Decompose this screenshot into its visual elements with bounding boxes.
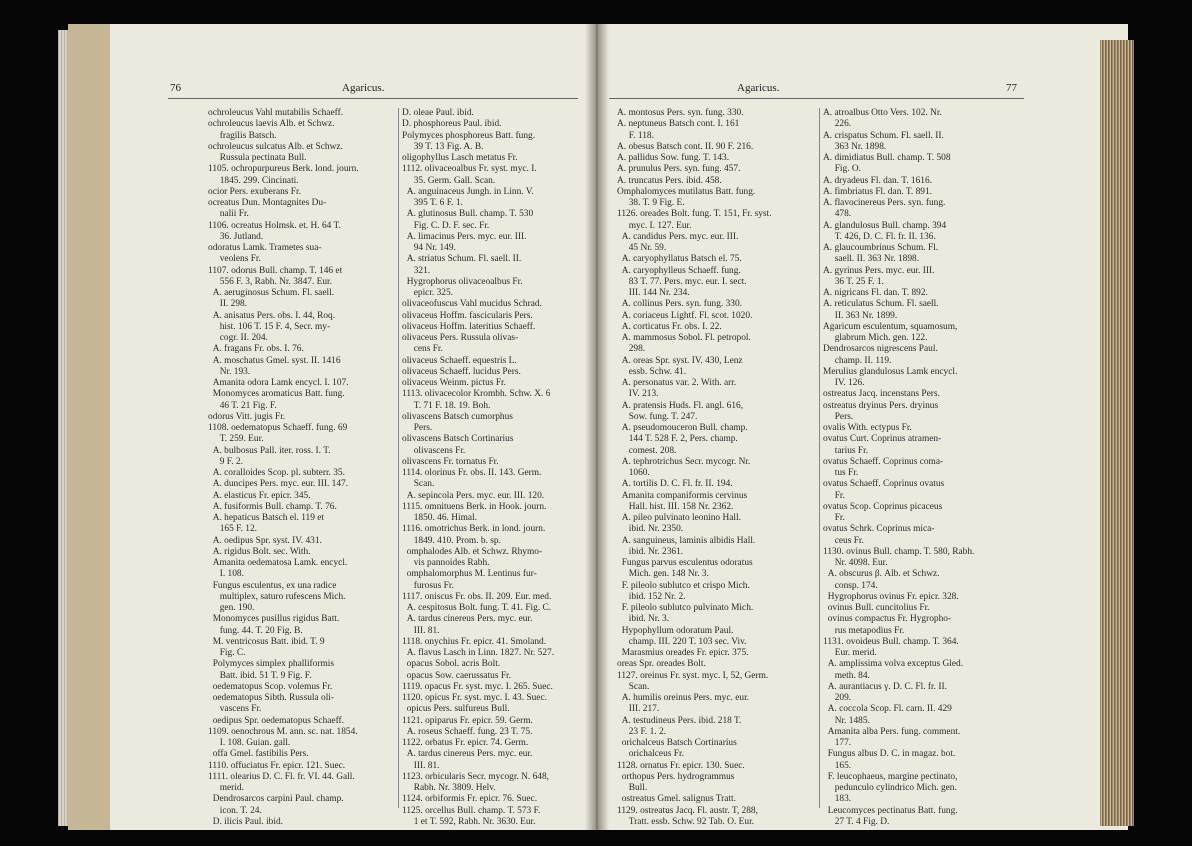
text-line: A. humilis oreinus Pers. myc. eur. — [617, 693, 750, 703]
text-line: 1119. opacus Fr. syst. myc. I. 265. Suec. — [402, 681, 553, 692]
text-line: 36. Jutland. — [208, 231, 264, 242]
left-column-1 — [208, 108, 393, 828]
text-line: A. testudineus Pers. ibid. 218 T. — [617, 715, 742, 726]
left-page-number: 76 — [170, 82, 181, 94]
text-line: 1108. oedematopus Schaeff. fung. 69 — [208, 423, 348, 433]
text-line: hist. 106 T. 15 F. 4, Secr. my- — [208, 321, 331, 332]
text-line: ovatus Schaeff. Coprinus ovatus — [823, 479, 945, 490]
text-line: orichalceus Batsch Cortinarius — [617, 738, 737, 748]
text-line: A. glandulosus Bull. champ. 394 — [823, 220, 947, 231]
text-line: 1110. offuciatus Fr. epicr. 121. Suec. — [208, 760, 346, 771]
text-line: Russula pectinata Bull. — [208, 153, 307, 163]
text-line: Rabh. Nr. 3809. Helv. — [402, 783, 496, 793]
text-line: Mich. gen. 148 Nr. 3. — [617, 569, 709, 580]
book-gutter — [585, 24, 609, 830]
text-line: 177. — [823, 738, 852, 748]
text-line: A. flavocinereus Pers. syn. fung. — [823, 198, 946, 208]
text-line: 1118. onychius Fr. epicr. 41. Smoland. — [402, 636, 547, 647]
text-line: ovinus Bull. cuncitolius Fr. — [823, 603, 930, 613]
text-line: III. 217. — [617, 704, 660, 715]
text-line: olivaceofuscus Vahl mucidus Schrad. — [402, 299, 542, 310]
text-line: F. pileolo sublutco et crispo Mich. — [617, 580, 750, 591]
text-line: I. 108. — [208, 569, 244, 580]
text-line: Sow. fung. T. 247. — [617, 411, 698, 422]
text-line: A. rigidus Bolt. sec. With. — [208, 546, 311, 557]
text-line: A. pallidus Sow. fung. T. 143. — [617, 153, 730, 163]
text-line: 36 T. 25 F. 1. — [823, 276, 884, 287]
text-line: 298. — [617, 344, 646, 355]
text-line: A. coccola Scop. Fl. carn. II. 429 — [823, 704, 952, 715]
text-line: olivaceus Weinm. pictus Fr. — [402, 378, 507, 388]
text-line: opacus Sobol. acris Bolt. — [402, 659, 501, 670]
text-line: 165 F. 12. — [208, 524, 257, 535]
text-line: Hall. hist. III. 158 Nr. 2362. — [617, 501, 734, 512]
text-line: A. pratensis Huds. Fl. angl. 616, — [617, 400, 744, 411]
text-line: A. oreas Spr. syst. IV. 430, Lenz — [617, 355, 743, 366]
text-line: cogr. II. 204. — [208, 333, 268, 343]
text-line: II. 298. — [208, 299, 248, 310]
text-line: 1125. orcellus Bull. champ. T. 573 F. — [402, 805, 541, 816]
text-line: 1120. opicus Fr. syst. myc. I. 43. Suec. — [402, 693, 547, 703]
text-line: A. limacinus Pers. myc. eur. III. — [402, 231, 527, 242]
text-line: A. coralloides Scop. pl. subterr. 35. — [208, 468, 345, 478]
text-line: A. sepincola Pers. myc. eur. III. 120. — [402, 490, 545, 501]
text-line: 1116. omotrichus Berk. in lond. journ. — [402, 524, 546, 535]
text-line: A. caryophyllatus Batsch el. 75. — [617, 254, 742, 265]
text-line: 1115. omnituens Berk. in Hook. journ. — [402, 501, 547, 512]
text-line: A. tardus cinereus Pers. myc. eur. — [402, 749, 533, 760]
text-line: A. aeruginosus Schum. Fl. saell. — [208, 288, 335, 298]
text-line: A. truncatus Pers. ibid. 458. — [617, 175, 722, 186]
text-line: Agaricum esculentum, squamosum, — [823, 321, 958, 332]
text-line: 1131. ovoideus Bull. champ. T. 364. — [823, 636, 959, 647]
text-line: Tratt. essb. Schw. 92 Tab. O. Eur. — [617, 816, 755, 827]
text-line: 1129. ostreatus Jacq. Fl. austr. T, 288, — [617, 805, 758, 816]
text-line: Monomyces pusillus rigidus Batt. — [208, 614, 340, 625]
text-line: multiplex, saturo rufescens Mich. — [208, 591, 346, 602]
text-line: 46 T. 21 Fig. F. — [208, 400, 277, 411]
text-line: essb. Schw. 41. — [617, 366, 687, 377]
text-line: 183. — [823, 794, 852, 805]
text-line: olivaceus Hoffm. fascicularis Pers. — [402, 310, 533, 321]
text-line: A. gyrinus Pers. myc. eur. III. — [823, 265, 935, 276]
text-line: Fig. C. D. F. sec. Fr. — [402, 220, 490, 231]
text-line: Dendrosarcos nigrescens Paul. — [823, 344, 938, 355]
text-line: Hypophyllum odoratum Paul. — [617, 625, 734, 636]
text-line: ocreatus Dun. Montagnites Du- — [208, 198, 327, 208]
text-line: Amanita companiformis cervinus — [617, 490, 748, 501]
text-line: 1 et T. 592, Rabh. Nr. 3630. Eur. — [402, 816, 536, 827]
text-line: A. prunulus Pers. syn. fung. 457. — [617, 164, 741, 175]
text-line: ibid. Nr. 3. — [617, 614, 670, 625]
text-line: nalii Fr. — [208, 209, 249, 220]
text-line: Amanita odora Lamk encycl. I. 107. — [208, 378, 349, 388]
text-line: III. 144 Nr. 234. — [617, 288, 690, 298]
text-line: vascens Fr. — [208, 704, 262, 715]
text-line: odorus Vitt. jugis Fr. — [208, 411, 286, 422]
text-line: A. sanguineus, laminis albidis Hall. — [617, 535, 756, 546]
text-line: Pers. — [823, 411, 854, 422]
text-line: olivascens Fr. tornatus Fr. — [402, 456, 499, 467]
text-line: 1845. 299. Cincinati. — [208, 175, 299, 186]
text-line: 35. Germ. Gall. Scan. — [402, 175, 496, 186]
text-line: Polymyces phosphoreus Batt. fung. — [402, 130, 536, 141]
left-page — [110, 24, 585, 830]
text-line: 38. T. 9 Fig. E. — [617, 198, 685, 208]
text-line: A. reticulatus Schum. Fl. saell. — [823, 299, 939, 310]
text-line: myc. I. 127. Eur. — [617, 220, 692, 231]
text-line: 321. — [402, 265, 431, 276]
text-line: A. coriaceus Lightf. Fl. scot. 1020. — [617, 310, 753, 321]
text-line: T. 71 F. 18. 19. Boh. — [402, 400, 491, 411]
right-page-number: 77 — [1006, 82, 1017, 94]
text-line: I. 108. Guian. gall. — [208, 738, 291, 748]
text-line: consp. 174. — [823, 580, 878, 591]
text-line: A. obesus Batsch cont. II. 90 F. 216. — [617, 141, 754, 152]
right-column-1 — [617, 108, 815, 828]
text-line: ceus Fr. — [823, 535, 864, 546]
text-line: omphalomorphus M. Lentinus fur- — [402, 569, 537, 580]
text-line: tus Fr. — [823, 468, 859, 478]
text-line: A. anisatus Pers. obs. I. 44, Roq. — [208, 310, 336, 321]
text-line: fragilis Batsch. — [208, 130, 277, 141]
text-line: A. cespitosus Bolt. fung. T. 41. Fig. C. — [402, 603, 552, 613]
text-line: opicus Pers. sulfureus Bull. — [402, 704, 510, 715]
right-page — [609, 24, 1100, 830]
text-line: A. striatus Schum. Fl. saell. II. — [402, 254, 522, 265]
text-line: M. ventricosus Batt. ibid. T. 9 — [208, 636, 325, 647]
text-line: A. corticatus Fr. obs. I. 22. — [617, 321, 722, 332]
text-line: odoratus Lamk. Trametes sua- — [208, 243, 322, 253]
text-line: Nr. 193. — [208, 366, 251, 377]
text-line: oedematopus Sibth. Russula oli- — [208, 693, 335, 703]
text-line: 83 T. 77. Pers. myc. eur. I. sect. — [617, 276, 747, 287]
text-line: IV. 126. — [823, 378, 865, 388]
page-stack-left — [68, 24, 110, 830]
text-line: champ. III. 220 T. 103 sec. Viv. — [617, 636, 747, 647]
text-line: glabrum Mich. gen. 122. — [823, 333, 928, 343]
text-line: 1111. olearius D. C. Fl. fr. VI. 44. Gall. — [208, 771, 355, 782]
text-line: 1130. ovinus Bull. champ. T. 580, Rabh. — [823, 546, 975, 557]
text-line: F. 118. — [617, 130, 654, 141]
text-line: T. 426, D. C. Fl. fr. II. 136. — [823, 231, 936, 242]
page-edges-right — [1100, 40, 1134, 826]
text-line: Pers. — [402, 423, 433, 433]
text-line: A. caryophylleus Schaeff. fung. — [617, 265, 741, 276]
text-line: ostreatus Jacq. incenstans Pers. — [823, 389, 940, 400]
text-line: A. obscurus β. Alb. et Schwz. — [823, 569, 940, 580]
text-line: D. phosphoreus Paul. ibid. — [402, 119, 502, 130]
text-line: opacus Sow. caerussatus Fr. — [402, 670, 512, 681]
right-page-title: Agaricus. — [737, 82, 780, 94]
text-line: Nr. 4098. Eur. — [823, 558, 888, 568]
text-line: A. fimbriatus Fl. dan. T. 891. — [823, 186, 933, 197]
text-line: A. fusiformis Bull. champ. T. 76. — [208, 501, 337, 512]
text-line: IV. 213. — [617, 389, 659, 400]
text-line: 1128. ornatus Fr. epicr. 130. Suec. — [617, 760, 745, 771]
text-line: 363 Nr. 1898. — [823, 141, 887, 152]
text-line: A. atroalbus Otto Vers. 102. Nr. — [823, 108, 942, 118]
text-line: A. fragans Fr. obs. I. 76. — [208, 344, 304, 355]
right-column-2 — [823, 108, 1019, 828]
text-line: gen. 190. — [208, 603, 255, 613]
text-line: oreas Spr. oreades Bolt. — [617, 659, 706, 670]
text-line: olivascens Fr. — [402, 445, 466, 456]
text-line: merid. — [208, 783, 244, 793]
text-line: A. tardus cinereus Pers. myc. eur. — [402, 614, 533, 625]
text-line: icon. T. 24. — [208, 805, 262, 816]
text-line: 1121. opiparus Fr. epicr. 59. Germ. — [402, 715, 533, 726]
text-line: 1105. ochropurpureus Berk. lond. journ. — [208, 164, 359, 175]
text-line: Merulius glandulosus Lamk encycl. — [823, 366, 958, 377]
text-line: Amanita oedematosa Lamk. encycl. — [208, 558, 348, 568]
text-line: A. collinus Pers. syn. fung. 330. — [617, 299, 742, 310]
text-line: Scan. — [402, 479, 435, 490]
text-line: offa Gmel. fastibilis Pers. — [208, 749, 309, 760]
text-line: 1109. oenochrous M. ann. sc. nat. 1854. — [208, 726, 358, 737]
text-line: Hygrophorus olivaceoalbus Fr. — [402, 276, 523, 287]
text-line: A. neptuneus Batsch cont. I. 161 — [617, 119, 740, 130]
text-line: Fungus esculentus, ex una radice — [208, 580, 337, 591]
text-line: A. pseudomouceron Bull. champ. — [617, 423, 748, 433]
text-line: Fr. — [823, 513, 845, 523]
text-line: oligophyllus Lasch metatus Fr. — [402, 153, 518, 163]
text-line: epicr. 325. — [402, 288, 454, 298]
text-line: 1112. olivaceoalbus Fr. syst. myc. I. — [402, 164, 537, 175]
text-line: ovatus Curt. Coprinus atramen- — [823, 434, 942, 445]
text-line: olivaceus Pers. Russula olivas- — [402, 333, 519, 343]
text-line: Fr. — [823, 490, 845, 501]
text-line: 556 F. 3, Rabh. Nr. 3847. Eur. — [208, 276, 332, 287]
text-line: A. moschatus Gmel. syst. II. 1416 — [208, 355, 341, 366]
text-line: A. crispatus Schum. Fl. saell. II. — [823, 130, 944, 141]
text-line: Fig. O. — [823, 164, 862, 175]
text-line: T. 259. Eur. — [208, 434, 264, 445]
text-line: 1113. olivacecolor Krombh. Schw. X. 6 — [402, 389, 551, 400]
text-line: 1124. orbiformis Fr. epicr. 76. Suec. — [402, 794, 538, 805]
text-line: Batt. ibid. 51 T. 9 Fig. F. — [208, 670, 312, 681]
text-line: Monomyces aromaticus Batt. fung. — [208, 389, 345, 400]
text-line: Dendrosarcos carpini Paul. champ. — [208, 794, 344, 805]
text-line: A. montosus Pers. syn. fung. 330. — [617, 108, 744, 118]
text-line: 1114. olorinus Fr. obs. II. 143. Germ. — [402, 468, 542, 478]
text-line: A. dryadeus Fl. dan. T. 1616. — [823, 175, 933, 186]
text-line: 165. — [823, 760, 852, 771]
text-line: champ. II. 119. — [823, 355, 892, 366]
text-line: oedipus Spr. oedematopus Schaeff. — [208, 715, 345, 726]
text-line: D. ilicis Paul. ibid. — [208, 816, 283, 827]
text-line: III. 81. — [402, 760, 440, 771]
left-column-divider — [398, 108, 399, 808]
text-line: ovatus Schaeff. Coprinus coma- — [823, 456, 944, 467]
text-line: orichalceus Fr. — [617, 749, 684, 760]
text-line: A. roseus Schaeff. fung. 23 T. 75. — [402, 726, 533, 737]
text-line: 209. — [823, 693, 852, 703]
text-line: Hygrophorus ovinus Fr. epicr. 328. — [823, 591, 959, 602]
text-line: F. leucophaeus, margine pectinato, — [823, 771, 958, 782]
text-line: olivaceus Schaeff. equestris L. — [402, 355, 517, 366]
text-line: ochroleucus Vahl mutabilis Schaeff. — [208, 108, 344, 118]
text-line: 1123. orbicularis Secr. mycogr. N. 648, — [402, 771, 550, 782]
text-line: ostreatus Gmel. salignus Tratt. — [617, 794, 737, 805]
text-line: orthopus Pers. hydrogrammus — [617, 771, 735, 782]
text-line: 1117. oniscus Fr. obs. II. 209. Eur. med. — [402, 591, 552, 602]
text-line: saell. II. 363 Nr. 1898. — [823, 254, 920, 265]
text-line: furosus Fr. — [402, 580, 454, 591]
text-line: A. aurantiacus γ. D. C. Fl. fr. II. — [823, 681, 947, 692]
text-line: ibid. Nr. 2350. — [617, 524, 684, 535]
text-line: ovinus compactus Fr. Hygropho- — [823, 614, 952, 625]
text-line: 1122. orbatus Fr. epicr. 74. Germ. — [402, 738, 529, 748]
text-line: 1127. oreinus Fr. syst. myc. I, 52, Germ. — [617, 670, 769, 681]
text-line: Omphalomyces mutilatus Batt. fung. — [617, 186, 756, 197]
text-line: ostreatus dryinus Pers. dryinus — [823, 400, 939, 411]
text-line: 27 T. 4 Fig. D. — [823, 816, 890, 827]
text-line: A. candidus Pers. myc. eur. III. — [617, 231, 739, 242]
text-line: 39 T. 13 Fig. A. B. — [402, 141, 484, 152]
text-line: 9 F. 2. — [208, 456, 243, 467]
text-line: ibid. 152 Nr. 2. — [617, 591, 686, 602]
text-line: A. glaucoumbrinus Schum. Fl. — [823, 243, 939, 253]
text-line: A. pileo pulvinato leonino Hall. — [617, 513, 741, 523]
text-line: olivaceus Schaeff. lucidus Pers. — [402, 366, 521, 377]
text-line: A. mammosus Sobol. Fl. petropol. — [617, 333, 751, 343]
text-line: 1060. — [617, 468, 650, 478]
text-line: olivascens Batsch Cortinarius — [402, 434, 514, 445]
text-line: A. nigricans Fl. dan. T. 892. — [823, 288, 928, 298]
text-line: veolens Fr. — [208, 254, 261, 265]
text-line: 478. — [823, 209, 852, 220]
text-line: olivaceus Hoffm. lateritius Schaeff. — [402, 321, 536, 332]
text-line: A. flavus Lasch in Linn. 1827. Nr. 527. — [402, 648, 555, 658]
text-line: tarius Fr. — [823, 445, 869, 456]
text-line: vis pannoides Rabh. — [402, 558, 490, 568]
text-line: Fig. C. — [208, 648, 246, 658]
text-line: 226. — [823, 119, 852, 130]
text-line: Amanita alba Pers. fung. comment. — [823, 726, 961, 737]
text-line: Marasmius oreades Fr. epicr. 375. — [617, 648, 749, 658]
text-line: 23 F. 1. 2. — [617, 726, 666, 737]
text-line: 395 T. 6 F. 1. — [402, 198, 463, 208]
text-line: omphalodes Alb. et Schwz. Rhymo- — [402, 546, 543, 557]
text-line: 94 Nr. 149. — [402, 243, 456, 253]
text-line: rus metapodius Fr. — [823, 625, 905, 636]
text-line: D. oleae Paul. ibid. — [402, 108, 474, 118]
text-line: Nr. 1485. — [823, 715, 870, 726]
text-line: ovalis With. ectypus Fr. — [823, 423, 912, 433]
text-line: fung. 44. T. 20 Fig. B. — [208, 625, 303, 636]
text-line: Eur. merid. — [823, 648, 877, 658]
text-line: A. hepaticus Batsch el. 119 et — [208, 513, 325, 523]
text-line: comest. 208. — [617, 445, 677, 456]
text-line: ochroleucus sulcatus Alb. et Schwz. — [208, 141, 343, 152]
text-line: A. bulbosus Pall. iter. ross. I. T. — [208, 445, 331, 456]
text-line: A. amplissima volva exceptus Gled. — [823, 659, 964, 670]
text-line: A. duncipes Pers. myc. eur. III. 147. — [208, 479, 349, 490]
text-line: ocior Pers. exuberans Fr. — [208, 186, 301, 197]
text-line: A. personatus var. 2. With. arr. — [617, 378, 737, 388]
text-line: Leucomyces pectinatus Batt. fung. — [823, 805, 958, 816]
text-line: 1107. odorus Bull. champ. T. 146 et — [208, 265, 343, 276]
text-line: Fungus parvus esculentus odoratus — [617, 558, 753, 568]
text-line: A. elasticus Fr. epicr. 345. — [208, 490, 311, 501]
left-header-rule — [168, 98, 578, 99]
text-line: Polymyces simplex phalliformis — [208, 659, 335, 670]
text-line: 45 Nr. 59. — [617, 243, 667, 253]
text-line: 1126. oreades Bolt. fung. T. 151, Fr. syst. — [617, 209, 772, 220]
left-page-title: Agaricus. — [342, 82, 385, 94]
text-line: Scan. — [617, 681, 650, 692]
text-line: ibid. Nr. 2361. — [617, 546, 684, 557]
text-line: olivascens Batsch cumorphus — [402, 411, 513, 422]
text-line: 1106. ocreatus Holmsk. et. H. 64 T. — [208, 220, 341, 231]
right-column-divider — [819, 108, 820, 808]
text-line: Bull. — [617, 783, 648, 793]
text-line: A. tortilis D. C. Fl. fr. II. 194. — [617, 479, 733, 490]
text-line: A. oedipus Spr. syst. IV. 431. — [208, 535, 322, 546]
text-line: 1849. 410. Prom. b. sp. — [402, 535, 501, 546]
text-line: 1850. 46. Himal. — [402, 513, 477, 523]
text-line: II. 363 Nr. 1899. — [823, 310, 898, 321]
text-line: ochroleucus laevis Alb. et Schwz. — [208, 119, 335, 130]
text-line: meth. 84. — [823, 670, 870, 681]
right-header-rule — [609, 98, 1024, 99]
text-line: A. glutinosus Bull. champ. T. 530 — [402, 209, 534, 220]
text-line: Fungus albus D. C. in magaz. bot. — [823, 749, 956, 760]
left-column-2 — [402, 108, 578, 828]
text-line: pedunculo cylindrico Mich. gen. — [823, 783, 957, 793]
text-line: ovatus Schrk. Coprinus mica- — [823, 524, 935, 535]
text-line: A. dimidiatus Bull. champ. T. 508 — [823, 153, 951, 163]
text-line: 144 T. 528 F. 2, Pers. champ. — [617, 434, 738, 445]
text-line: oedematopus Scop. volemus Fr. — [208, 681, 333, 692]
text-line: A. anguinaceus Jungh. in Linn. V. — [402, 186, 534, 197]
text-line: III. 81. — [402, 625, 440, 636]
text-line: ovatus Scop. Coprinus picaceus — [823, 501, 943, 512]
text-line: F. pileolo sublutco pulvinato Mich. — [617, 603, 754, 613]
text-line: A. tephrotrichus Secr. mycogr. Nr. — [617, 456, 751, 467]
text-line: cens Fr. — [402, 344, 443, 355]
